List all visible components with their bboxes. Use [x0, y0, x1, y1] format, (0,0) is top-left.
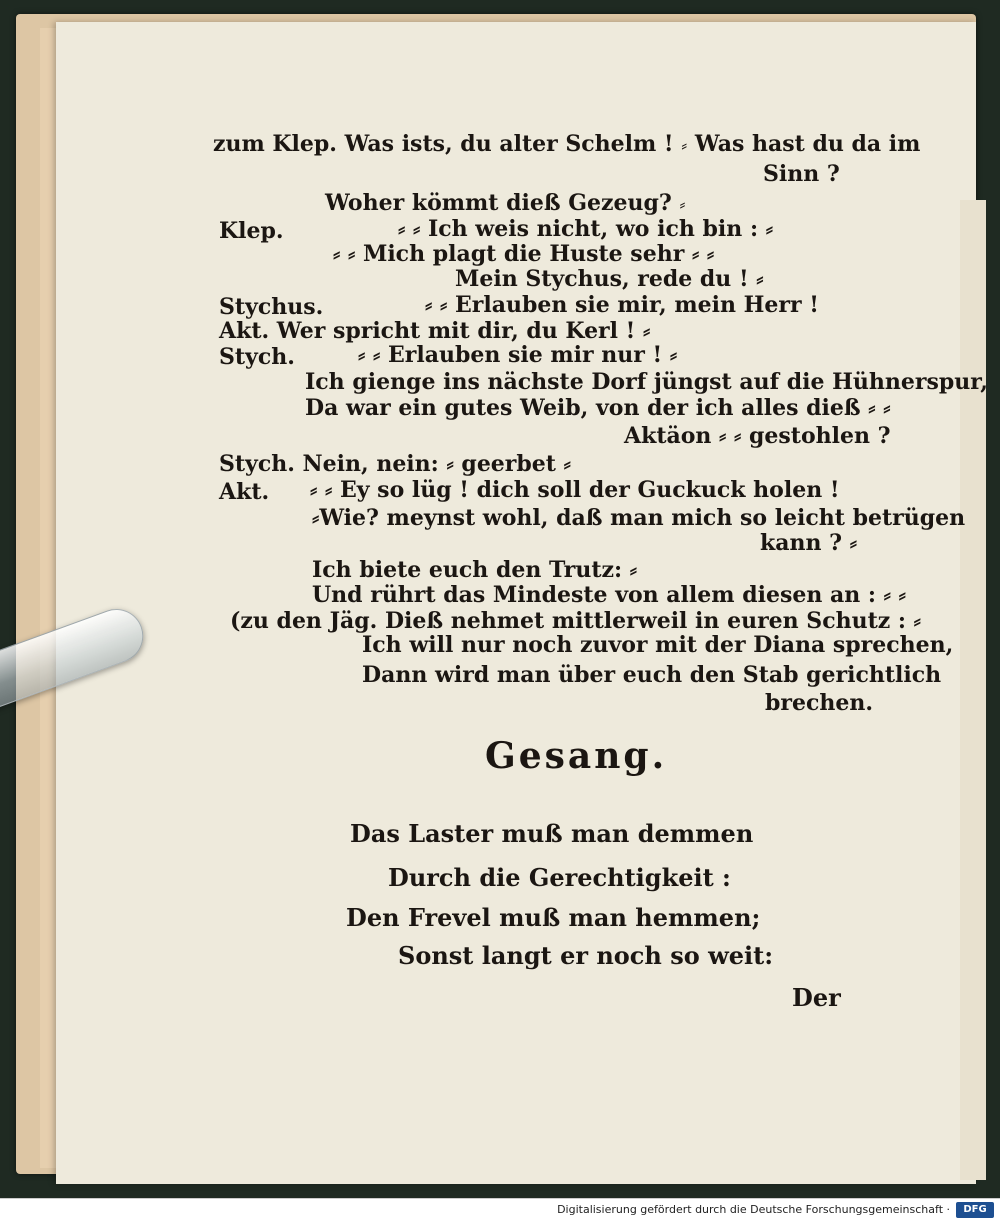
- speaker-label: Klep.: [219, 218, 284, 244]
- separator-mark: ⸗: [679, 194, 686, 215]
- page-fold: [960, 200, 986, 1180]
- text-line: Ich will nur noch zuvor mit der Diana sprechen,: [362, 632, 954, 658]
- text-line: kann ? ⸗: [760, 530, 858, 556]
- catchword: Der: [792, 983, 841, 1012]
- section-heading: Gesang.: [485, 735, 668, 777]
- text-line: ⸗ ⸗ Erlauben sie mir, mein Herr !: [425, 292, 819, 318]
- speaker-label: Akt.: [219, 479, 270, 505]
- text-line: Akt. Wer spricht mit dir, du Kerl ! ⸗: [219, 318, 651, 344]
- text-line: Woher kömmt dieß Gezeug? ⸗: [325, 190, 686, 216]
- text-line: (zu den Jäg. Dieß nehmet mittlerweil in euren Schutz : ⸗: [230, 608, 922, 634]
- text-line: ⸗ ⸗ Mich plagt die Huste sehr ⸗ ⸗: [333, 241, 715, 267]
- text-line: Ich gienge ins nächste Dorf jüngst auf die Hühnerspur,: [305, 369, 988, 395]
- speaker-label: Stych.: [219, 344, 295, 370]
- speaker-label: Stychus.: [219, 294, 324, 320]
- footer-bar: [0, 1198, 1000, 1221]
- poem-line: Den Frevel muß man hemmen;: [346, 903, 761, 932]
- dfg-logo: DFG: [956, 1202, 994, 1218]
- text-line: ⸗ ⸗ Ich weis nicht, wo ich bin : ⸗: [398, 216, 774, 242]
- text-line: Stych. Nein, nein: ⸗ geerbet ⸗: [219, 451, 571, 477]
- text-line: Dann wird man über euch den Stab gerichtlich: [362, 662, 942, 688]
- text-line: ⸗ ⸗ Ey so lüg ! dich soll der Guckuck holen !: [310, 477, 840, 503]
- text-line: Mein Stychus, rede du ! ⸗: [455, 266, 764, 292]
- text-line: ⸗Wie? meynst wohl, daß man mich so leicht betrügen: [312, 505, 966, 531]
- text-line: Und rührt das Mindeste von allem diesen an : ⸗ ⸗: [312, 582, 906, 608]
- funding-notice: Digitalisierung gefördert durch die Deutsche Forschungsgemeinschaft ·: [557, 1203, 950, 1216]
- text-line: ⸗ ⸗ Erlauben sie mir nur ! ⸗: [358, 342, 678, 368]
- text-line: Aktäon ⸗ ⸗ gestohlen ?: [624, 423, 891, 449]
- poem-line: Sonst langt er noch so weit:: [398, 941, 774, 970]
- separator-mark: ⸗: [681, 135, 688, 156]
- poem-line: Durch die Gerechtigkeit :: [388, 863, 731, 892]
- text-line: Da war ein gutes Weib, von der ich alles dieß ⸗ ⸗: [305, 395, 891, 421]
- text-line: Sinn ?: [763, 161, 840, 187]
- text-line: Ich biete euch den Trutz: ⸗: [312, 557, 638, 583]
- poem-line: Das Laster muß man demmen: [350, 819, 754, 848]
- text-line: zum Klep. Was ists, du alter Schelm ! ⸗ Was hast du da im: [213, 131, 921, 157]
- text-line: brechen.: [765, 690, 874, 716]
